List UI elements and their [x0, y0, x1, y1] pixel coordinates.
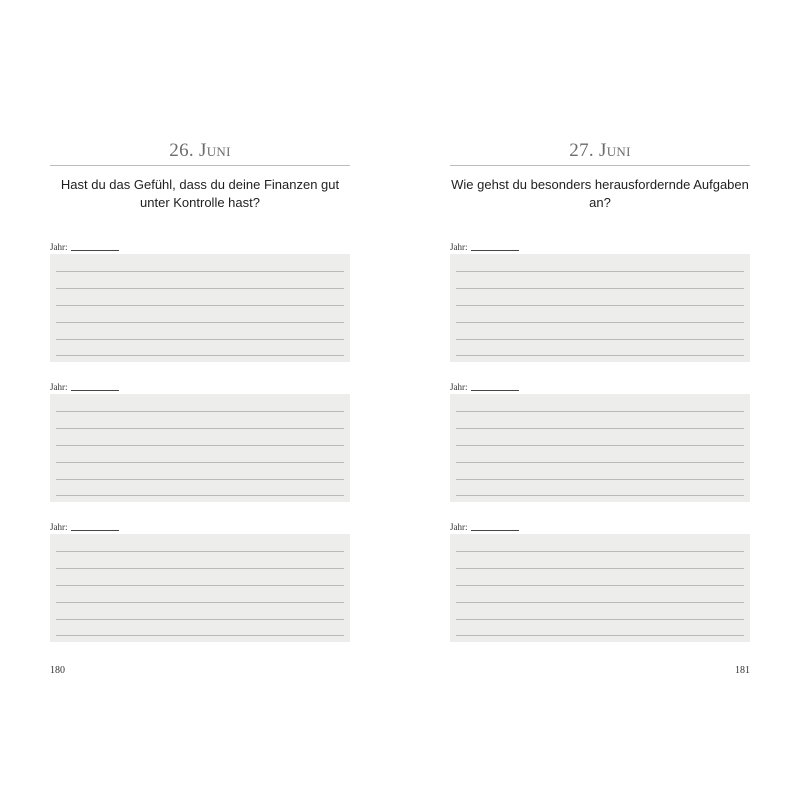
- writing-line: [456, 428, 744, 429]
- date-heading: [450, 140, 750, 162]
- writing-line: [456, 495, 744, 496]
- writing-line: [456, 322, 744, 323]
- writing-line: [456, 635, 744, 636]
- writing-line: [56, 585, 344, 586]
- journal-entry: [450, 381, 750, 502]
- journal-entry: [450, 521, 750, 642]
- year-label: Jahr:: [50, 242, 68, 252]
- writing-line: [56, 479, 344, 480]
- writing-area[interactable]: [50, 394, 350, 502]
- writing-line: [456, 619, 744, 620]
- writing-line: [456, 602, 744, 603]
- date-month: Juni: [199, 140, 231, 161]
- writing-line: [56, 495, 344, 496]
- writing-line: [56, 445, 344, 446]
- page-number: 180: [50, 665, 65, 676]
- year-label: Jahr:: [50, 382, 68, 392]
- year-label: Jahr:: [50, 522, 68, 532]
- writing-line: [456, 305, 744, 306]
- writing-line: [456, 479, 744, 480]
- year-label: Jahr:: [450, 242, 468, 252]
- writing-line: [456, 411, 744, 412]
- year-field[interactable]: [471, 250, 519, 251]
- writing-line: [56, 602, 344, 603]
- journal-entry: [450, 241, 750, 362]
- writing-line: [56, 411, 344, 412]
- heading-divider: [50, 165, 350, 166]
- writing-line: [56, 428, 344, 429]
- year-field[interactable]: [71, 530, 119, 531]
- writing-line: [456, 462, 744, 463]
- writing-area[interactable]: [450, 394, 750, 502]
- journal-entry: [50, 521, 350, 642]
- writing-line: [456, 568, 744, 569]
- writing-line: [456, 445, 744, 446]
- writing-line: [56, 271, 344, 272]
- writing-line: [456, 551, 744, 552]
- journal-entry: [50, 241, 350, 362]
- date-day: 27.: [569, 140, 594, 161]
- year-label: Jahr:: [450, 382, 468, 392]
- year-field[interactable]: [471, 390, 519, 391]
- year-field[interactable]: [471, 530, 519, 531]
- journal-entry: [50, 381, 350, 502]
- writing-line: [456, 271, 744, 272]
- writing-area[interactable]: [450, 534, 750, 642]
- writing-line: [56, 551, 344, 552]
- date-heading: [50, 140, 350, 162]
- writing-area[interactable]: [50, 534, 350, 642]
- date-day: 26.: [169, 140, 194, 161]
- year-label: Jahr:: [450, 522, 468, 532]
- writing-line: [56, 462, 344, 463]
- writing-line: [456, 339, 744, 340]
- writing-line: [56, 568, 344, 569]
- writing-line: [56, 619, 344, 620]
- writing-area[interactable]: [450, 254, 750, 362]
- writing-line: [56, 355, 344, 356]
- heading-divider: [450, 165, 750, 166]
- date-month: Juni: [599, 140, 631, 161]
- writing-line: [56, 339, 344, 340]
- writing-line: [56, 288, 344, 289]
- daily-question: Wie gehst du besonders herausfordernde Aufgaben an?: [451, 177, 749, 210]
- writing-line: [56, 322, 344, 323]
- writing-line: [56, 305, 344, 306]
- year-field[interactable]: [71, 250, 119, 251]
- page-number: 181: [735, 665, 750, 676]
- writing-line: [456, 288, 744, 289]
- writing-area[interactable]: [50, 254, 350, 362]
- daily-question: Hast du das Gefühl, dass du deine Finanzen gut unter Kontrolle hast?: [60, 177, 340, 210]
- writing-line: [56, 635, 344, 636]
- writing-line: [456, 585, 744, 586]
- writing-line: [456, 355, 744, 356]
- year-field[interactable]: [71, 390, 119, 391]
